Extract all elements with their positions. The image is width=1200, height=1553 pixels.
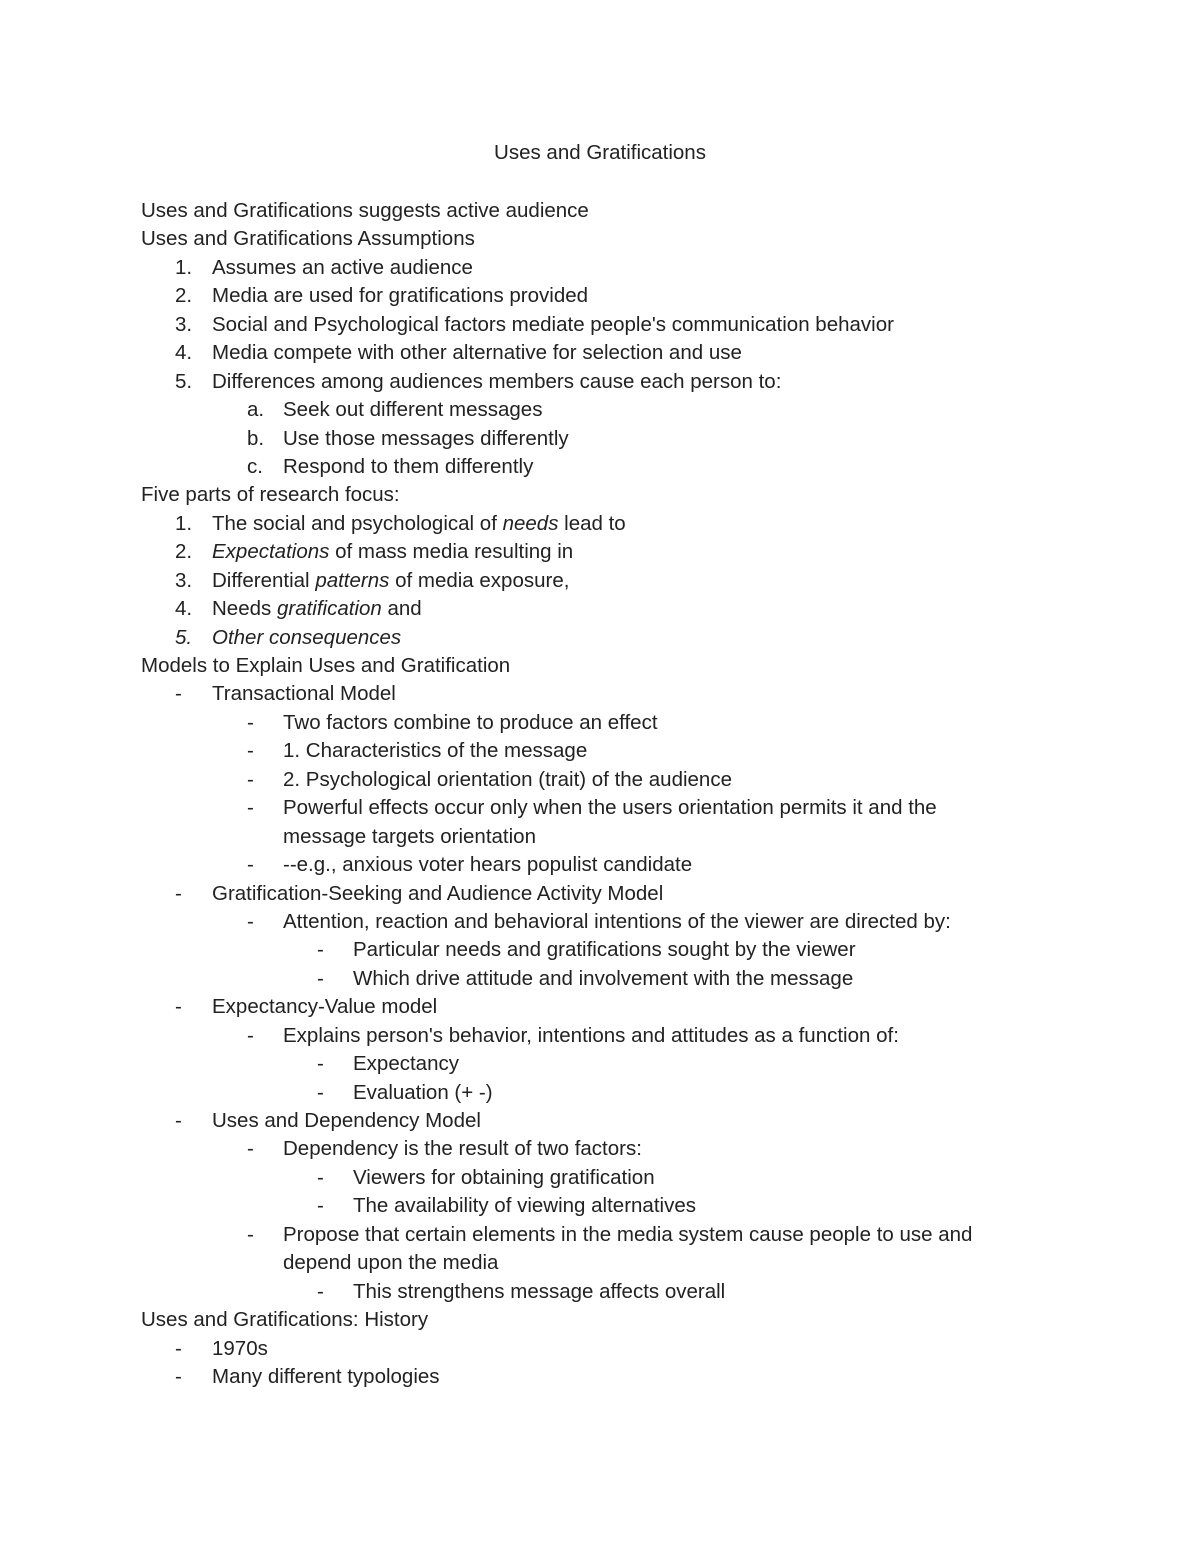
research-item xyxy=(0,595,1200,623)
list-number: 1. xyxy=(175,255,193,279)
model-subitem-text: 1. Characteristics of the message xyxy=(283,739,588,763)
model-subitem xyxy=(0,766,1200,794)
research-text-emphasis: patterns xyxy=(315,568,390,592)
model-subitem xyxy=(0,709,1200,737)
model-item-transactional xyxy=(0,680,1200,708)
model-item-gratification-seeking xyxy=(0,880,1200,908)
difference-item xyxy=(0,425,1200,453)
list-number xyxy=(175,624,192,652)
research-text-post: and xyxy=(381,597,422,621)
bullet-dash: - xyxy=(247,1222,254,1246)
bullet-dash: - xyxy=(175,1364,182,1388)
assumption-text: Assumes an active audience xyxy=(212,255,473,279)
bullet-dash: - xyxy=(247,909,254,933)
research-item xyxy=(0,538,1200,566)
intro-line xyxy=(0,197,1200,225)
bullet-dash: - xyxy=(175,881,182,905)
history-item xyxy=(0,1335,1200,1363)
model-subitem xyxy=(0,851,1200,879)
model-subsubitem xyxy=(0,1050,1200,1078)
model-label: Expectancy-Value model xyxy=(212,995,438,1019)
research-text-post: lead to xyxy=(558,511,626,535)
research-text-emphasis: needs xyxy=(502,511,559,535)
research-heading xyxy=(0,481,1200,509)
list-letter: c. xyxy=(247,454,263,478)
model-subitem-text: depend upon the media xyxy=(283,1251,499,1275)
bullet-dash: - xyxy=(247,1137,254,1161)
research-item xyxy=(0,510,1200,538)
model-subitem-text: Explains person's behavior, intentions and attitudes as a function of: xyxy=(283,1023,899,1047)
document-body xyxy=(0,197,1200,1391)
assumption-text: Media compete with other alternative for selection and use xyxy=(212,341,742,365)
bullet-dash: - xyxy=(175,682,182,706)
list-number: 2. xyxy=(175,284,193,308)
research-text-post: of media exposure, xyxy=(389,568,570,592)
difference-text: Respond to them differently xyxy=(283,454,534,478)
model-subitem xyxy=(0,1022,1200,1050)
document-title: Uses and Gratifications xyxy=(494,141,706,164)
list-number: 3. xyxy=(175,312,193,336)
list-number-emphasis: 5. xyxy=(175,625,193,649)
model-item-expectancy-value xyxy=(0,993,1200,1021)
list-number: 4. xyxy=(175,341,193,365)
bullet-dash: - xyxy=(317,1279,324,1303)
bullet-dash: - xyxy=(317,1165,324,1189)
bullet-dash: - xyxy=(317,938,324,962)
assumption-text: Differences among audiences members cause each person to: xyxy=(212,369,782,393)
model-subsubitem xyxy=(0,965,1200,993)
model-subsubitem xyxy=(0,1192,1200,1220)
intro-text: Uses and Gratifications suggests active audience xyxy=(141,199,589,222)
research-text-pre: The social and psychological of xyxy=(212,511,503,535)
list-number: 3. xyxy=(175,568,193,592)
assumption-item xyxy=(0,339,1200,367)
assumption-text: Social and Psychological factors mediate people's communication behavior xyxy=(212,312,894,336)
bullet-dash: - xyxy=(317,1194,324,1218)
model-subitem-text: Attention, reaction and behavioral intentions of the viewer are directed by: xyxy=(283,909,951,933)
assumptions-heading-text: Uses and Gratifications Assumptions xyxy=(141,227,475,251)
model-subsubitem-text: Expectancy xyxy=(353,1052,459,1076)
models-heading-text: Models to Explain Uses and Gratification xyxy=(141,654,511,677)
bullet-dash: - xyxy=(175,1109,182,1132)
model-subitem-text: Dependency is the result of two factors: xyxy=(283,1137,642,1161)
assumption-item xyxy=(0,311,1200,339)
model-subitem-text: Propose that certain elements in the media system cause people to use and xyxy=(283,1222,973,1246)
model-subsubitem-text: Evaluation (+ -) xyxy=(353,1080,493,1104)
research-text xyxy=(212,595,422,623)
bullet-dash: - xyxy=(175,1336,182,1360)
research-text-emphasis: Other consequences xyxy=(212,625,402,649)
assumptions-heading xyxy=(0,225,1200,253)
bullet-dash: - xyxy=(247,767,254,791)
model-subsubitem-text: This strengthens message affects overall xyxy=(353,1279,726,1303)
model-subitem-text: Powerful effects occur only when the users orientation permits it and the xyxy=(283,796,937,820)
research-item xyxy=(0,567,1200,595)
bullet-dash: - xyxy=(247,739,254,763)
research-text-pre: Needs xyxy=(212,597,277,621)
model-subsubitem xyxy=(0,1278,1200,1306)
assumption-text: Media are used for gratifications provided xyxy=(212,284,589,308)
list-number: 5. xyxy=(175,369,193,393)
model-subsubitem-text: Viewers for obtaining gratification xyxy=(353,1165,655,1189)
research-text-emphasis: Expectations xyxy=(212,540,330,564)
model-subitem-continuation xyxy=(0,1249,1200,1277)
bullet-dash: - xyxy=(317,1080,324,1104)
model-subsubitem-text: Which drive attitude and involvement with the message xyxy=(353,966,854,990)
list-letter: b. xyxy=(247,426,265,450)
bullet-dash: - xyxy=(247,1023,254,1047)
history-text: Many different typologies xyxy=(212,1364,440,1388)
list-number: 2. xyxy=(175,540,193,564)
bullet-dash: - xyxy=(175,995,182,1019)
model-subitem xyxy=(0,908,1200,936)
history-heading-text: Uses and Gratifications: History xyxy=(141,1308,429,1332)
research-heading-text: Five parts of research focus: xyxy=(141,483,400,507)
history-item xyxy=(0,1363,1200,1391)
model-subsubitem xyxy=(0,1079,1200,1107)
model-subsubitem-text: Particular needs and gratifications sought by the viewer xyxy=(353,938,856,962)
research-text-emphasis: gratification xyxy=(276,597,382,621)
research-text xyxy=(212,538,573,566)
model-label: Gratification-Seeking and Audience Activity Model xyxy=(212,881,664,905)
bullet-dash: - xyxy=(317,1052,324,1076)
model-label: Uses and Dependency Model xyxy=(212,1109,481,1132)
model-subitem xyxy=(0,737,1200,765)
assumption-item xyxy=(0,368,1200,396)
model-subsubitem-text: The availability of viewing alternatives xyxy=(353,1194,696,1218)
model-subsubitem xyxy=(0,1164,1200,1192)
bullet-dash: - xyxy=(247,853,254,877)
list-number: 1. xyxy=(175,511,193,535)
model-subitem-text: Two factors combine to produce an effect xyxy=(283,710,658,734)
research-text xyxy=(212,567,569,595)
history-heading xyxy=(0,1306,1200,1334)
bullet-dash: - xyxy=(247,710,254,734)
assumption-item xyxy=(0,254,1200,282)
research-text xyxy=(212,510,626,538)
research-item xyxy=(0,624,1200,652)
assumption-item xyxy=(0,282,1200,310)
model-label: Transactional Model xyxy=(212,682,396,706)
history-text: 1970s xyxy=(212,1336,268,1360)
model-subitem-text: message targets orientation xyxy=(283,824,536,848)
model-subitem xyxy=(0,1221,1200,1249)
bullet-dash: - xyxy=(247,796,254,820)
model-subitem xyxy=(0,794,1200,822)
models-heading xyxy=(0,652,1200,680)
bullet-dash: - xyxy=(317,966,324,990)
difference-item xyxy=(0,453,1200,481)
list-letter: a. xyxy=(247,398,265,422)
research-text-pre: Differential xyxy=(212,568,316,592)
model-subsubitem xyxy=(0,936,1200,964)
model-item-dependency xyxy=(0,1107,1200,1135)
difference-item xyxy=(0,396,1200,424)
difference-text: Use those messages differently xyxy=(283,426,569,450)
model-subitem xyxy=(0,1135,1200,1163)
difference-text: Seek out different messages xyxy=(283,398,543,422)
model-subitem-text: 2. Psychological orientation (trait) of the audience xyxy=(283,767,732,791)
model-subitem-continuation xyxy=(0,823,1200,851)
list-number: 4. xyxy=(175,597,193,621)
model-subitem-text: --e.g., anxious voter hears populist candidate xyxy=(283,853,693,877)
research-text-post: of mass media resulting in xyxy=(329,540,574,564)
research-text xyxy=(212,624,401,652)
